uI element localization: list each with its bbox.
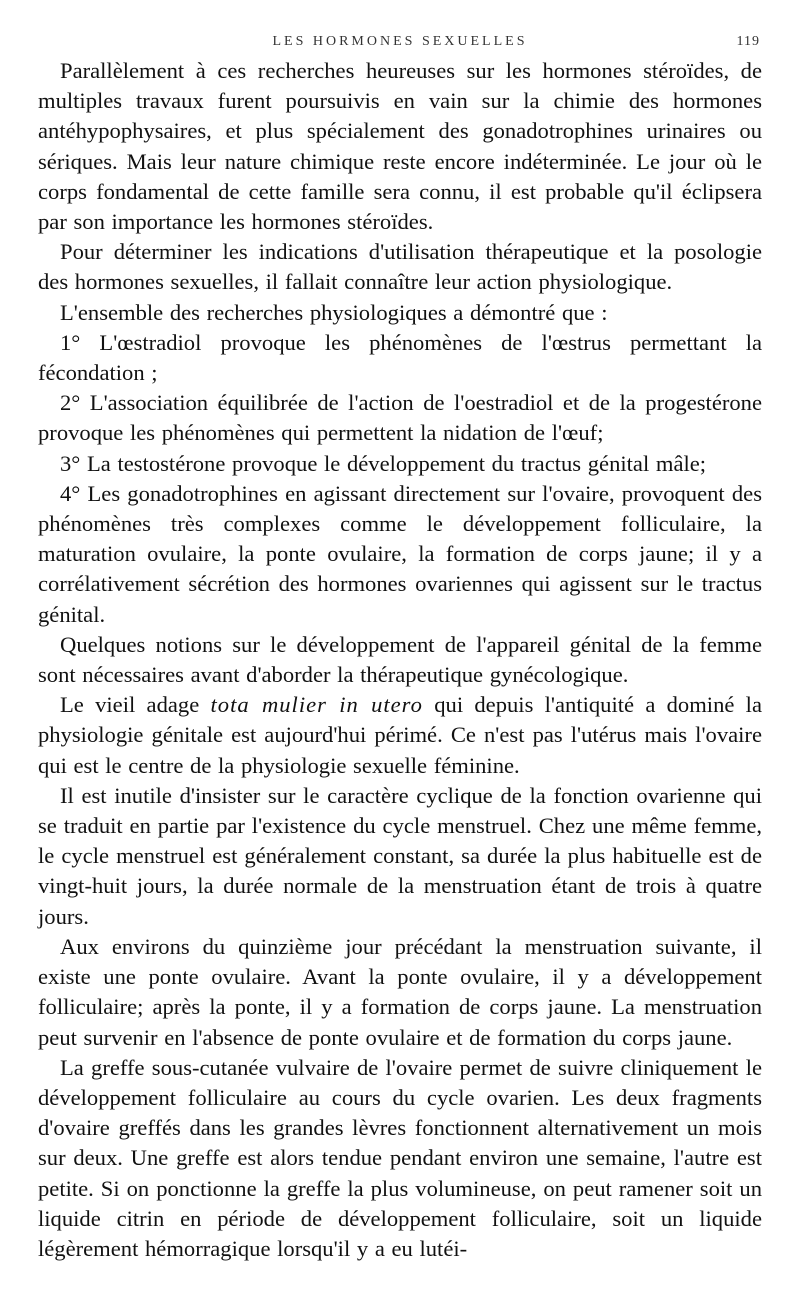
page-number: 119: [736, 34, 760, 49]
paragraph-adage: [38, 690, 762, 781]
list-item-1: 1° L'œstradiol provoque les phénomènes de l'œstrus permettant la fécondation ;: [38, 329, 762, 386]
paragraph-cycle: Il est inutile d'insister sur le caractère cyclique de la fonction ovarienne qui se traduit en partie par l'existence du cycle menstruel. Chez une même femme, le cycle menstruel est généralement constant, sa durée la plus habituelle est de vingt-huit jours, la durée normale de la menstruation étant de trois à quatre jours.: [38, 782, 762, 929]
paragraph-indications: Pour déterminer les indications d'utilisation thérapeutique et la posologie des hormones sexuelles, il fallait connaître leur action physiologique.: [38, 239, 762, 295]
list-item-4: 4° Les gonadotrophines en agissant directement sur l'ovaire, provoquent des phénomènes très complexes comme le développement folliculaire, la maturation ovulaire, la ponte ovulaire, la formation de corps jaune; il y a corrélativement sécrétion des hormones ovariennes qui agissent sur le tractus génital.: [38, 480, 762, 627]
paragraph-list-intro: L'ensemble des recherches physiologiques a démontré que :: [60, 299, 608, 325]
adage-latin-phrase: tota mulier in utero: [210, 692, 423, 718]
body-text: [38, 56, 762, 1264]
list-item-2: 2° L'association équilibrée de l'action de l'oestradiol et de la progestérone provoque les phénomènes qui permettent la nidation de l'œuf;: [38, 390, 762, 446]
paragraph-ovulation: Aux environs du quinzième jour précédant la menstruation suivante, il existe une ponte ovulaire. Avant la ponte ovulaire, il y a développement folliculaire; après la ponte, il y a formation de corps jaune. La menstruation peut survenir en l'absence de ponte ovulaire et de formation du corps jaune.: [38, 933, 762, 1050]
running-header: [38, 20, 762, 56]
adage-before: Le vieil adage: [60, 692, 211, 718]
paragraph-genital-development: Quelques notions sur le développement de l'appareil génital de la femme sont nécessaires avant d'aborder la thérapeutique gynécologique.: [38, 631, 762, 688]
book-page: [38, 20, 762, 1290]
running-title: LES HORMONES SEXUELLES: [272, 34, 528, 49]
paragraph-steroid-research: Parallèlement à ces recherches heureuses sur les hormones stéroïdes, de multiples travaux furent poursuivis en vain sur la chimie des hormones antéhypophysaires, et plus spécialement des gonadotrophines urinaires ou sériques. Mais leur nature chimique reste encore indéterminée. Le jour où le corps fondamental de cette famille sera connu, il est probable qu'il éclipsera par son importance les hormones stéroïdes.: [38, 58, 762, 235]
paragraph-graft: La greffe sous-cutanée vulvaire de l'ovaire permet de suivre cliniquement le développement folliculaire au cours du cycle ovarien. Les deux fragments d'ovaire greffés dans les grandes lèvres fonctionnent alternativement un mois sur deux. Une greffe est alors tendue pendant environ une semaine, l'autre est petite. Si on ponctionne la greffe la plus volumineuse, on peut ramener soit un liquide citrin en période de développement folliculaire, soit un liquide légèrement hémorragique lorsqu'il y a eu lutéi-: [38, 1054, 762, 1261]
adage-after: qui depuis l'antiquité a dominé la physiologie génitale est aujourd'hui périmé. Ce n'est pas l'utérus mais l'ovaire qui est le centre de la physiologie sexuelle féminine.: [38, 692, 762, 778]
list-item-3: 3° La testostérone provoque le développement du tractus génital mâle;: [60, 450, 707, 476]
